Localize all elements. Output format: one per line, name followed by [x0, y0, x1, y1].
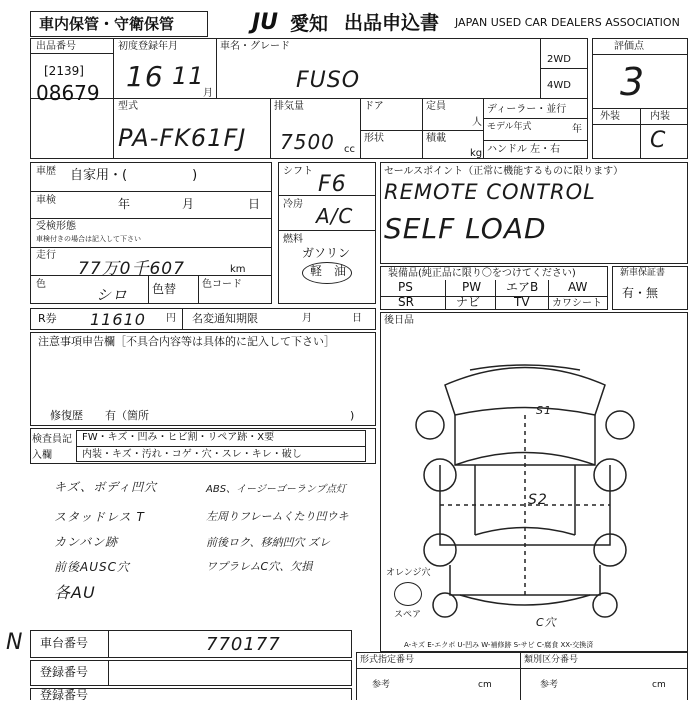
equipment-label: 装備品(純正品に限り〇をつけてください) [388, 268, 576, 279]
note-left-5: 各AU [54, 583, 96, 602]
note-right-3: 前後ロク、移納凹穴 ズレ [206, 536, 331, 549]
equip-pw: PW [462, 280, 482, 294]
diagram-orange: オレンジ穴 [386, 568, 431, 578]
equip-ps: PS [398, 280, 413, 294]
r-ticket-label: R券 [38, 312, 57, 325]
aircon-label: 冷房 [283, 199, 303, 210]
spare-circle [394, 582, 422, 606]
chassis-label: 車台番号 [40, 636, 89, 650]
history-label: 車歴 [36, 166, 56, 177]
fuel-label: 燃料 [283, 234, 303, 245]
capacity-label: 定員 [426, 101, 446, 112]
cm-label-1: cm [478, 680, 492, 690]
warranty-options: 有・無 [622, 286, 659, 300]
plate2-label: 登録番号 [40, 688, 89, 702]
registration-month-unit: 月 [203, 88, 213, 99]
association-name: JAPAN USED CAR DEALERS ASSOCIATION [455, 16, 680, 29]
registration-year: 16 [126, 60, 164, 93]
logo [252, 10, 288, 36]
note-left-2: スタッドレス T [54, 510, 145, 524]
inspector-row2: 内装・キズ・汚れ・コゲ・穴・スレ・キレ・破し [82, 449, 302, 460]
r-ticket-unit: 円 [166, 313, 176, 324]
sales-points-label: セールスポイント（正常に機能するものに限ります） [384, 166, 624, 177]
model-label: 型式 [118, 101, 138, 112]
cm-label-2: cm [652, 680, 666, 690]
diagram-legend: A-キズ E-エクボ U-凹み W-補修跡 S-サビ C-腐食 XX-交換済 [404, 641, 594, 649]
storage-box [30, 11, 208, 37]
form-title: 出品申込書 [344, 12, 440, 34]
interior-label: 内装 [650, 111, 670, 122]
color-change-label: 色替 [152, 282, 177, 296]
chassis-value: 770177 [206, 634, 281, 655]
displacement-unit: cc [344, 144, 355, 155]
storage-label: 車内保管・守衛保管 [39, 15, 175, 33]
exterior-label: 外装 [600, 111, 620, 122]
diagram-s2: S2 [528, 492, 548, 508]
equip-leather: カワシート [552, 298, 602, 309]
note-left-1: キズ、ボディ凹穴 [54, 480, 158, 494]
registration-month: 11 [172, 62, 205, 90]
model-value: PA-FK61FJ [118, 124, 247, 152]
four-wd-label: 4WD [547, 80, 571, 91]
plate-label: 登録番号 [40, 665, 89, 679]
mileage-value: 77万0千607 [78, 259, 185, 279]
car-name-label: 車名・グレード [220, 41, 290, 52]
doors-label: ドア [364, 101, 384, 112]
lot-sub-number: [2139] [44, 64, 84, 78]
displacement-value: 7500 [280, 130, 335, 154]
capacity-unit: 人 [472, 117, 482, 128]
gasoline-label: ガソリン [302, 246, 351, 260]
received-label: 受検形態 [36, 221, 76, 232]
car-name-value: FUSO [296, 68, 361, 93]
equip-sr: SR [398, 295, 414, 309]
color-label: 色 [36, 279, 46, 290]
score-label: 評価点 [614, 41, 644, 52]
note-left-4: 前後AUSC穴 [54, 560, 130, 574]
diagram-spare: スペア [394, 610, 422, 620]
note-right-1: ABS、イージーゴーランプ点灯 [206, 484, 346, 495]
aircon-value: A/C [316, 204, 354, 228]
diesel-label: 軽 油 [310, 264, 347, 278]
name-change-month: 月 [302, 313, 312, 324]
ref-label-2: 参考 [540, 680, 559, 690]
name-change-label: 名変通知期限 [192, 312, 258, 325]
load-unit: kg [470, 148, 483, 159]
model-year-label: モデル年式 [487, 122, 532, 132]
score-value: 3 [620, 60, 646, 104]
repair-label: 修復歴 有（箇所 [50, 409, 149, 422]
history-value: 自家用・( ) [70, 168, 198, 183]
type-label: 形式指定番号 [360, 655, 415, 665]
note-right-2: 左周りフレームくたり凹ウキ [206, 510, 349, 523]
repair-close: ) [350, 409, 355, 422]
lot-label: 出品番号 [36, 41, 76, 52]
r-ticket-value: 11610 [90, 310, 146, 329]
ref-label: 参考 [372, 680, 391, 690]
sales-point-line1: REMOTE CONTROL [384, 180, 596, 204]
equip-aw: AW [568, 280, 588, 294]
equip-airbag: エアB [506, 280, 539, 294]
sales-point-line2: SELF LOAD [384, 212, 547, 245]
mileage-label: 走行 [36, 250, 56, 261]
equip-navi: ナビ [456, 295, 481, 309]
shift-label: シフト [283, 166, 313, 177]
mileage-unit: km [230, 264, 246, 275]
logo-text: JU [252, 10, 279, 35]
diagram-c-hole: C穴 [536, 616, 557, 629]
displacement-label: 排気量 [274, 101, 304, 112]
region-label: 愛知 [290, 13, 329, 35]
equip-tv: TV [514, 295, 530, 309]
shift-value: F6 [318, 172, 347, 197]
inspector-row1: FW・キズ・凹み・ヒビ割・リペア跡・X要 [82, 432, 275, 443]
shape-label: 形状 [364, 133, 384, 144]
color-code-label: 色コード [202, 279, 242, 290]
color-value: シロ [96, 286, 129, 304]
notes-label: 注意事項申告欄［不具合内容等は具体的に記入して下さい］ [38, 335, 335, 348]
class-label: 類別区分番号 [524, 655, 579, 665]
inspection-label: 車検 [36, 195, 56, 206]
model-year-unit: 年 [572, 124, 582, 135]
two-wd-label: 2WD [547, 54, 571, 65]
diagram-s1: S1 [536, 404, 552, 417]
name-change-day: 日 [352, 313, 362, 324]
registration-label: 初度登録年月 [118, 41, 178, 52]
load-label: 積載 [426, 133, 446, 144]
damage-diagram [400, 355, 650, 625]
note-left-3: カンバン跡 [54, 535, 119, 549]
received-note: 車検付きの場合は記入して下さい [36, 235, 141, 243]
margin-mark: N [6, 630, 24, 655]
note-right-4: ワプラレムC穴、欠損 [206, 560, 313, 573]
handle-label: ハンドル 左・右 [487, 144, 561, 155]
lot-number: 08679 [36, 81, 100, 105]
interior-value: C [650, 128, 667, 153]
later-date-label: 後日品 [384, 315, 414, 326]
inspection-year: 年 [118, 197, 131, 211]
inspection-month: 月 [182, 197, 195, 211]
warranty-label: 新車保証書 [620, 268, 666, 278]
dealer-label: ディーラー・並行 [487, 104, 567, 115]
inspection-day: 日 [248, 197, 261, 211]
inspector-label: 検査員記入欄 [32, 434, 72, 461]
